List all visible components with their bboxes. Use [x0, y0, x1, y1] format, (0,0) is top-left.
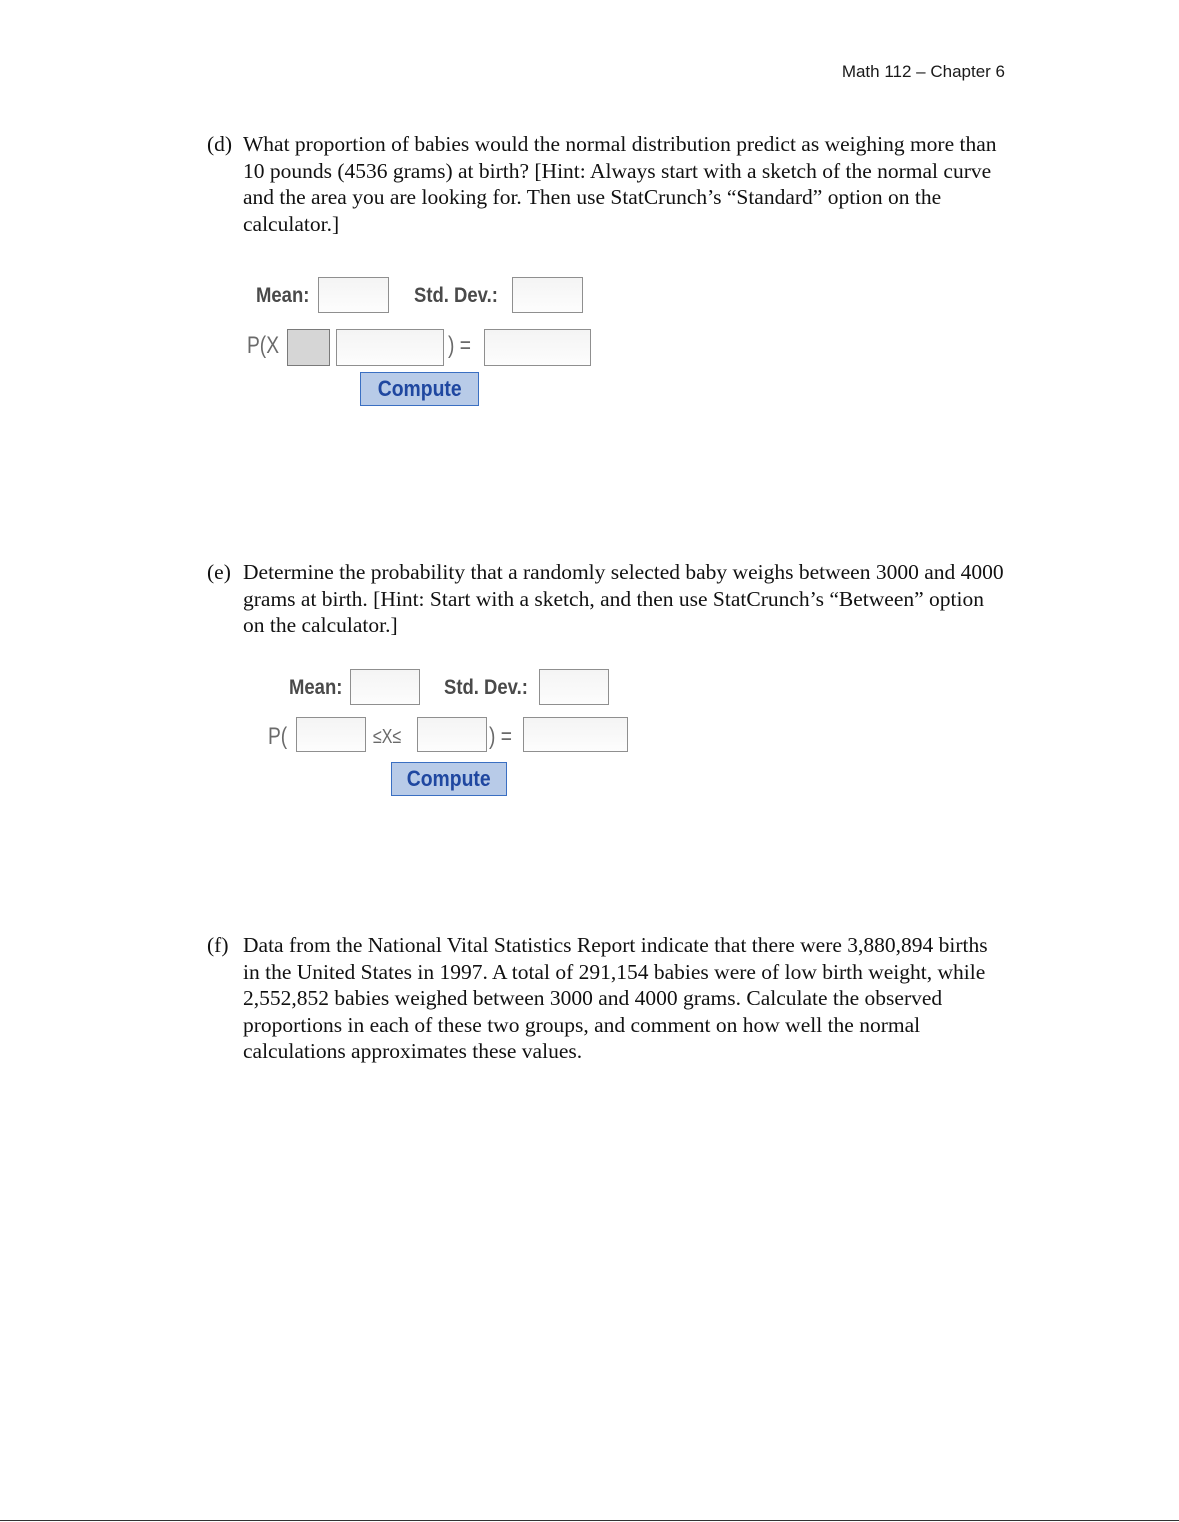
question-e	[207, 559, 1007, 639]
inequality-selector[interactable]	[287, 329, 330, 366]
mean-label: Mean:	[256, 284, 310, 307]
x-value-input[interactable]	[336, 329, 444, 366]
page-bottom-border	[0, 1520, 1179, 1521]
question-label: (f)	[207, 933, 229, 957]
result-output	[484, 329, 591, 366]
question-label: (e)	[207, 560, 231, 584]
compute-button-label: Compute	[407, 766, 491, 791]
compute-button-label: Compute	[377, 376, 462, 401]
normal-calculator-between	[268, 668, 638, 803]
question-f	[207, 932, 1007, 1065]
question-text: Data from the National Vital Statistics Report indicate that there were 3,880,894 births in the United States in 1997. A total of 291,154 babies were of low birth weight, while 2,552,852 babies weighed between 3000 and 4000 grams. Calculate the observed proportions in each of these two groups, and comment on how well the normal calculations approximates these values.	[243, 933, 988, 1063]
close-equals-label: ) =	[448, 332, 471, 359]
question-text: What proportion of babies would the normal distribution predict as weighing more than 10 pounds (4536 grams) at birth? [Hint: Always start with a sketch of the normal curve and the area you are looking for. Then use StatCrunch’s “Standard” option on the calculator.]	[243, 132, 997, 236]
question-text: Determine the probability that a randomly selected baby weighs between 3000 and 4000 grams at birth. [Hint: Start with a sketch, and then use StatCrunch’s “Between” option on the calculator.]	[243, 560, 1004, 637]
close-equals-label: ) =	[489, 723, 512, 750]
upper-bound-input[interactable]	[417, 717, 487, 752]
result-output	[523, 717, 628, 752]
question-label: (d)	[207, 132, 233, 156]
mean-input[interactable]	[350, 669, 420, 705]
mean-label: Mean:	[289, 676, 343, 699]
compute-button[interactable]	[391, 762, 507, 796]
probability-open-label: P(	[268, 723, 288, 750]
std-dev-input[interactable]	[512, 277, 583, 313]
compute-button[interactable]	[360, 372, 479, 406]
page-header: Math 112 – Chapter 6	[841, 62, 1005, 81]
question-d	[207, 131, 1007, 237]
lower-bound-input[interactable]	[296, 717, 366, 752]
std-dev-label: Std. Dev.:	[414, 284, 498, 307]
mean-input[interactable]	[318, 277, 389, 313]
between-symbol: ≤X≤	[373, 726, 402, 748]
std-dev-input[interactable]	[539, 669, 609, 705]
std-dev-label: Std. Dev.:	[444, 676, 528, 699]
probability-open-label: P(X	[247, 332, 280, 359]
normal-calculator-standard	[245, 276, 605, 411]
